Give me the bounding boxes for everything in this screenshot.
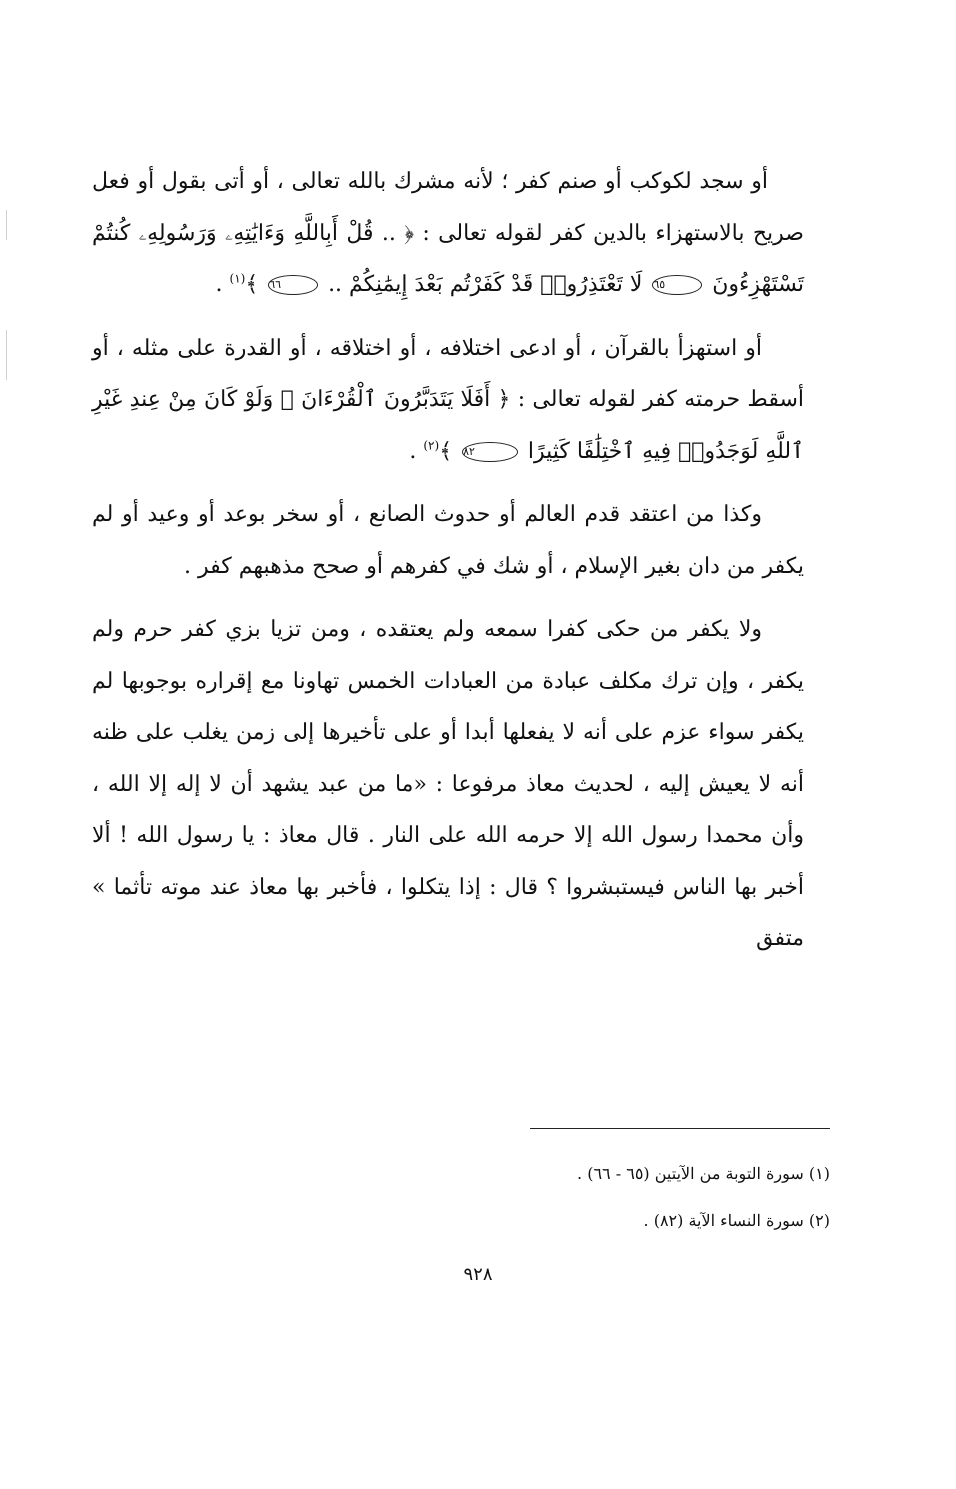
quran-verse: ﴿ .. قُلْ أَبِاللَّهِ وَءَايَٰتِهِۦ وَرَسُولِهِۦ كُنتُمْ تَسْتَهْزِءُونَ bbox=[92, 220, 804, 297]
page-number: ٩٢٨ bbox=[463, 1264, 493, 1285]
footnote-2: (٢) سورة النساء الآية (٨٢) . bbox=[643, 1211, 830, 1230]
footnote-reference: (٢) bbox=[423, 438, 440, 453]
footnote-reference: (١) bbox=[229, 271, 246, 286]
paragraph-1 bbox=[92, 156, 804, 311]
footnote-1: (١) سورة التوبة من الآيتين (٦٥ - ٦٦) . bbox=[577, 1164, 830, 1183]
paragraph-text: أو استهزأ بالقرآن ، أو ادعى اختلافه ، أو اختلاقه ، أو القدرة على مثله ، أو أسقط حرمته كفر لقوله تعالى : bbox=[92, 335, 804, 412]
scan-edge-mark bbox=[6, 330, 7, 380]
paragraph-text: أو سجد لكوكب أو صنم كفر ؛ لأنه مشرك بالله تعالى ، أو أتى بقول أو فعل صريح بالاستهزاء بالدين كفر لقوله تعالى : bbox=[92, 169, 804, 246]
quran-close-bracket: ﴾ bbox=[439, 438, 453, 464]
main-text bbox=[92, 156, 804, 977]
scan-edge-mark bbox=[6, 210, 7, 240]
paragraph-2 bbox=[92, 323, 804, 478]
paragraph-end: . bbox=[409, 438, 424, 464]
verse-number-marker: ٦٥ bbox=[652, 275, 702, 295]
footnotes bbox=[400, 1150, 830, 1244]
quran-close-bracket: ﴾ bbox=[245, 272, 259, 297]
footnote-divider bbox=[530, 1128, 830, 1129]
paragraph-4: ولا يكفر من حكى كفرا سمعه ولم يعتقده ، ومن تزيا بزي كفر حرم ولم يكفر ، وإن ترك مكلف عبادة من العبادات الخمس تهاونا مع إقراره بوجوبها لم يكفر سواء عزم على أنه لا يفعلها أبدا أو على تأخيرها إلى زمن يغلب على ظنه أنه لا يعيش إليه ، لحديث معاذ مرفوعا : «ما من عبد يشهد أن لا إله إلا الله ، وأن محمدا رسول الله إلا حرمه الله على النار . قال معاذ : يا رسول الله ! ألا أخبر بها الناس فيستبشروا ؟ قال : إذا يتكلوا ، فأخبر بها معاذ عند موته تأثما » متفق bbox=[92, 617, 804, 951]
quran-verse: ﴿ أَفَلَا يَتَدَبَّرُونَ ٱلْقُرْءَانَ ۚ وَلَوْ كَانَ مِنْ عِندِ غَيْرِ ٱللَّهِ لَوَجَدُوا۟ فِيهِ ٱخْتِلَٰفًا كَثِيرًا bbox=[92, 387, 804, 464]
verse-number-marker: ٦٦ bbox=[268, 275, 318, 295]
paragraph-3: وكذا من اعتقد قدم العالم أو حدوث الصانع ، أو سخر بوعد أو وعيد أو لم يكفر من دان بغير الإسلام ، أو شك في كفرهم أو صحح مذهبهم كفر . bbox=[92, 502, 804, 579]
verse-number-marker: ٨٢ bbox=[462, 442, 518, 462]
quran-verse-continuation: لَا تَعْتَذِرُوا۟ قَدْ كَفَرْتُم بَعْدَ إِيمَٰنِكُمْ .. bbox=[328, 272, 643, 297]
paragraph-end: . bbox=[215, 272, 230, 297]
